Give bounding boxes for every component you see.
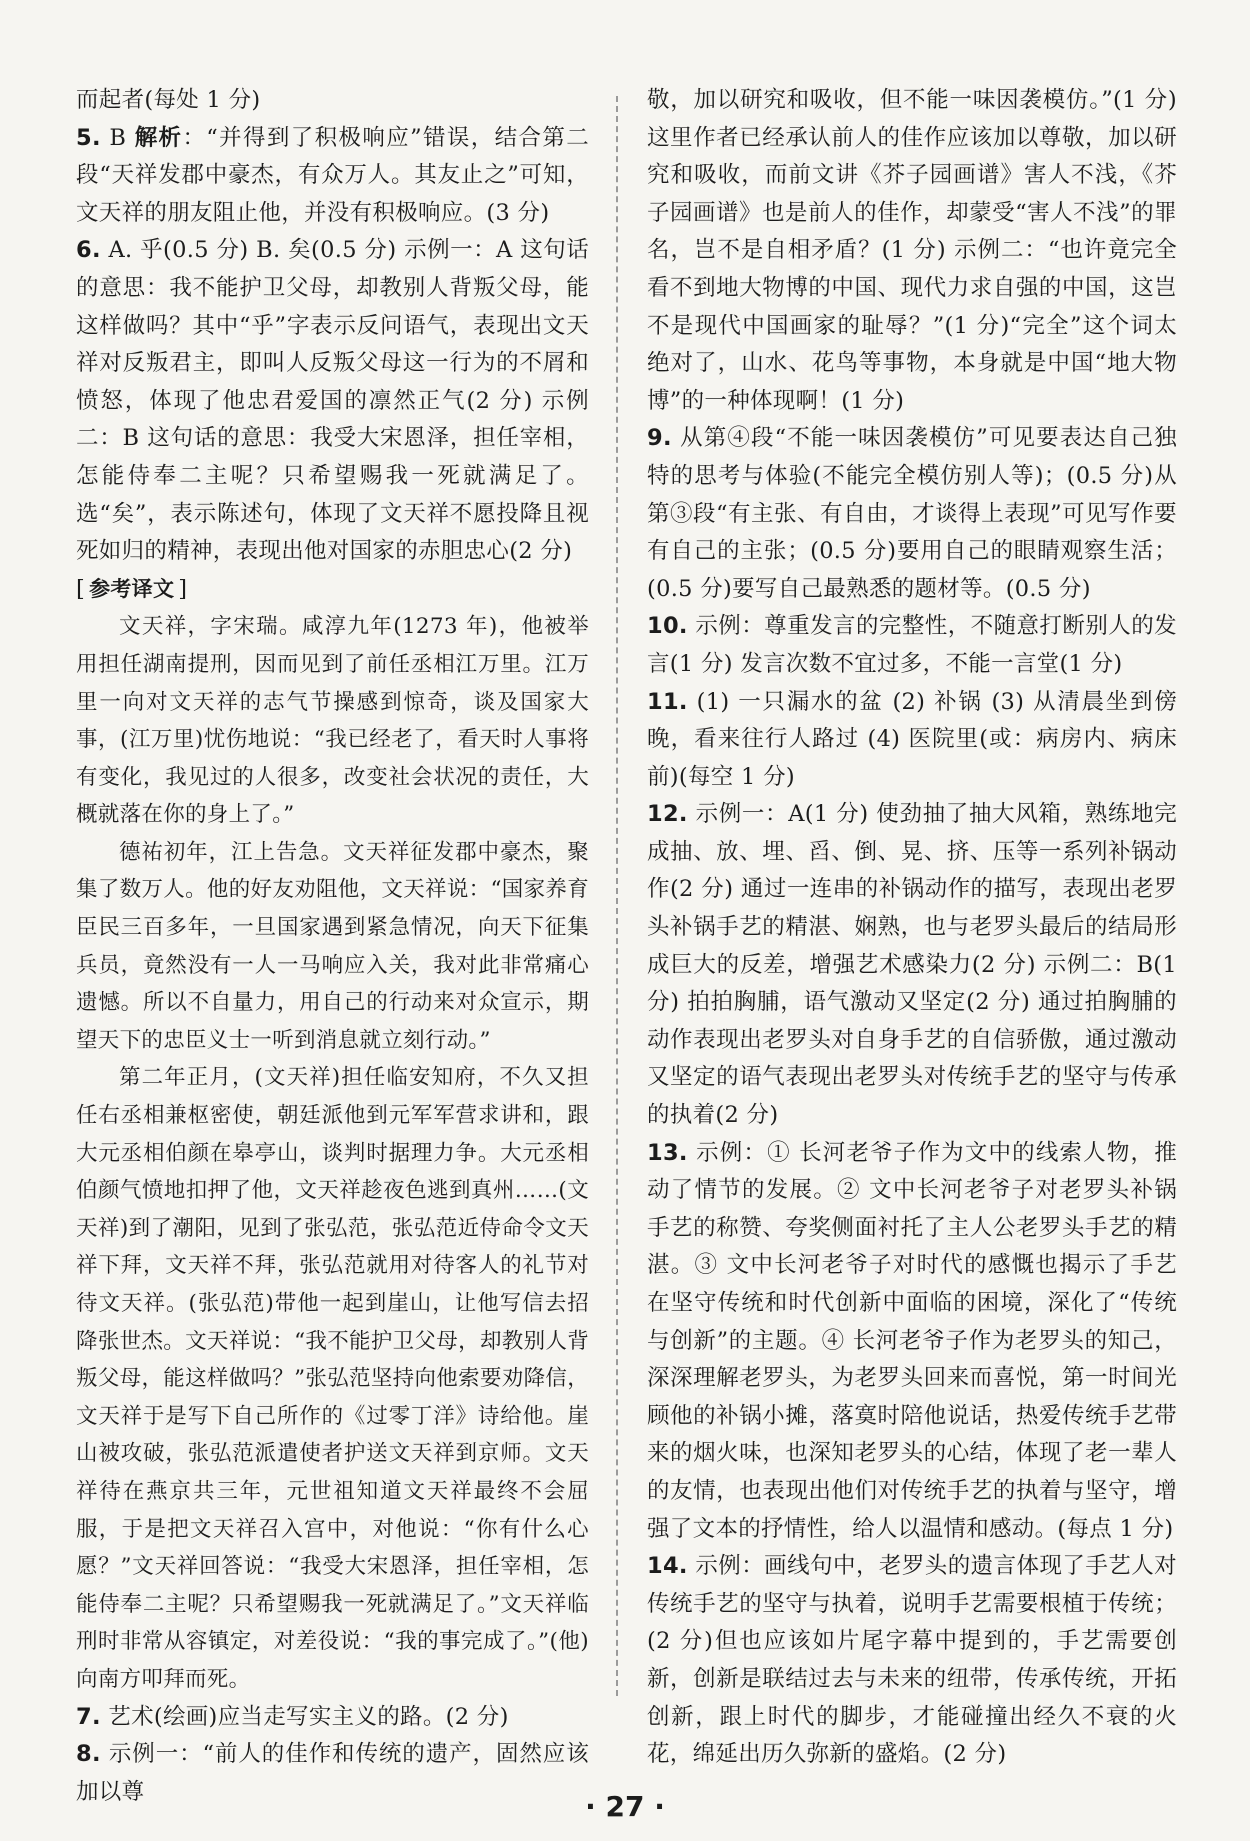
answer-text: (1) 一只漏水的盆 (2) 补锅 (3) 从清晨坐到傍晚，看来往行人路过 (4) 医院里(或：病房内、病床前)(每空 1 分) — [647, 688, 1177, 790]
analysis-label: 解析 — [134, 124, 183, 151]
answer-9 — [647, 420, 1177, 608]
answer-text: 示例：画线句中，老罗头的遗言体现了手艺人对传统手艺的坚守与执着，说明手艺需要根植于传统；(2 分)但也应该如片尾字幕中提到的，手艺需要创新，创新是联结过去与未来的纽带，传承传统，开拓创新，跟上时代的脚步，才能碰撞出经久不衰的火花，绵延出历久弥新的盛焰。(2 分) — [647, 1553, 1177, 1768]
answer-text: 示例：① 长河老爷子作为文中的线索人物，推动了情节的发展。② 文中长河老爷子对老罗头补锅手艺的称赞、夸奖侧面衬托了主人公老罗头手艺的精湛。③ 文中长河老爷子对时代的感慨也揭示了手艺在坚守传统和时代创新中面临的困境，深化了“传统与创新”的主题。④ 长河老爷子作为老罗头的知己，深深理解老罗头，为老罗头回来而喜悦，第一时间光顾他的补锅小摊，落寞时陪他说话，热爱传统手艺带来的烟火味，也深知老罗头的心结，体现了老一辈人的友情，也表现出他们对传统手艺的执着与坚守，增强了文本的抒情性，给人以温情和感动。(每点 1 分) — [647, 1139, 1177, 1542]
answer-7 — [76, 1699, 589, 1737]
answer-text: ：“并得到了积极响应”错误，结合第二段“天祥发郡中豪杰，有众万人。其友止之”可知，文天祥的朋友阻止他，并没有积极响应。(3 分) — [76, 124, 589, 226]
question-number: 8. — [76, 1741, 101, 1768]
translation-paragraph: 第二年正月，(文天祥)担任临安知府，不久又担任右丞相兼枢密使，朝廷派他到元军军营求讲和，跟大元丞相伯颜在皋亭山，谈判时据理力争。大元丞相伯颜气愤地扣押了他，文天祥趁夜色逃到真州……(文天祥)到了潮阳，见到了张弘范，张弘范近侍命令文天祥下拜，文天祥不拜，张弘范就用对待客人的礼节对待文天祥。(张弘范)带他一起到崖山，让他写信去招降张世杰。文天祥说：“我不能护卫父母，却教别人背叛父母，能这样做吗？”张弘范坚持向他索要劝降信，文天祥于是写下自己所作的《过零丁洋》诗给他。崖山被攻破，张弘范派遣使者护送文天祥到京师。文天祥待在燕京共三年，元世祖知道文天祥最终不会屈服，于是把文天祥召入宫中，对他说：“你有什么心愿？”文天祥回答说：“我受大宋恩泽，担任宰相，怎能侍奉二主呢？只希望赐我一死就满足了。”文天祥临刑时非常从容镇定，对差役说：“我的事完成了。”(他)向南方叩拜而死。 — [76, 1065, 589, 1692]
answer-text: A. 乎(0.5 分) B. 矣(0.5 分) 示例一：A 这句话的意思：我不能护卫父母，却教别人背叛父母，能这样做吗？其中“乎”字表示反问语气，表现出文天祥对反叛君主，即叫人反叛父母这一行为的不屑和愤怒，体现了他忠君爱国的凛然正气(2 分) 示例二：B 这句话的意思：我受大宋恩泽，担任宰相，怎能侍奉二主呢？只希望赐我一死就满足了。选“矣”，表示陈述句，体现了文天祥不愿投降且视死如归的精神，表现出他对国家的赤胆忠心(2 分) — [76, 237, 589, 565]
question-number: 13. — [647, 1139, 688, 1166]
translation-paragraph: 文天祥，字宋瑞。咸淳九年(1273 年)，他被举用担任湖南提刑，因而见到了前任丞相江万里。江万里一向对文天祥的志气节操感到惊奇，谈及国家大事，(江万里)忧伤地说：“我已经老了，看天时人事将有变化，我见过的人很多，改变社会状况的责任，大概就落在你的身上了。” — [76, 614, 589, 828]
answer-text: 示例一：“前人的佳作和传统的遗产，固然应该加以尊 — [76, 1741, 589, 1805]
answer-text: 从第④段“不能一味因袭模仿”可见要表达自己独特的思考与体验(不能完全模仿别人等)；(0.5 分)从第③段“有主张、有自由，才谈得上表现”可见写作要有自己的主张；(0.5 分)要用自己的眼睛观察生活；(0.5 分)要写自己最熟悉的题材等。(0.5 分) — [647, 425, 1177, 602]
answer-5 — [76, 120, 589, 233]
question-number: 12. — [647, 801, 688, 828]
answer-11 — [647, 684, 1177, 797]
left-column — [76, 82, 589, 1811]
question-number: 7. — [76, 1703, 101, 1730]
translation-paragraph: 德祐初年，江上告急。文天祥征发郡中豪杰，聚集了数万人。他的好友劝阻他，文天祥说：“国家养育臣民三百多年，一旦国家遇到紧急情况，向天下征集兵员，竟然没有一人一马响应入关，我对此非常痛心遗憾。所以不自量力，用自己的行动来对众宣示，期望天下的忠臣义士一听到消息就立刻行动。” — [76, 839, 589, 1053]
question-number: 5. — [76, 124, 101, 151]
answer-6 — [76, 232, 589, 570]
answer-text: 示例：尊重发言的完整性，不随意打断别人的发言(1 分) 发言次数不宜过多，不能一言堂(1 分) — [647, 613, 1177, 677]
answer-13 — [647, 1135, 1177, 1549]
right-column — [647, 82, 1177, 1774]
question-number: 6. — [76, 237, 101, 264]
answer-continuation: 而起者(每处 1 分) — [76, 87, 261, 113]
question-number: 10. — [647, 613, 688, 640]
question-number: 11. — [647, 688, 688, 715]
answer-text: 艺术(绘画)应当走写实主义的路。(2 分) — [100, 1703, 509, 1730]
answer-14 — [647, 1548, 1177, 1774]
answer-8-continuation: 敬，加以研究和吸收，但不能一味因袭模仿。”(1 分)这里作者已经承认前人的佳作应该加以尊敬，加以研究和吸收，而前文讲《芥子园画谱》害人不浅，《芥子园画谱》也是前人的佳作，却蒙受“害人不浅”的罪名，岂不是自相矛盾？(1 分) 示例二：“也许竟完全看不到地大物博的中国、现代力求自强的中国，这岂不是现代中国画家的耻辱？”(1 分)“完全”这个词太绝对了，山水、花鸟等事物，本身就是中国“地大物博”的一种体现啊！(1 分) — [647, 87, 1177, 414]
reference-translation-heading: [ 参考译文 ] — [76, 575, 188, 602]
question-number: 9. — [647, 425, 672, 452]
answer-12 — [647, 796, 1177, 1134]
answer-text: 示例一：A(1 分) 使劲抽了抽大风箱，熟练地完成抽、放、埋、舀、倒、晃、挤、压等一系列补锅动作(2 分) 通过一连串的补锅动作的描写，表现出老罗头补锅手艺的精湛、娴熟，也与老罗头最后的结局形成巨大的反差，增强艺术感染力(2 分) 示例二：B(1 分) 拍拍胸脯，语气激动又坚定(2 分) 通过拍胸脯的动作表现出老罗头对自身手艺的自信骄傲，通过激动又坚定的语气表现出老罗头对传统手艺的坚守与传承的执着(2 分) — [647, 801, 1177, 1129]
column-divider — [616, 96, 618, 1696]
page-number: · 27 · — [585, 1790, 665, 1823]
question-number: 14. — [647, 1553, 688, 1580]
answer-choice: B — [100, 124, 135, 151]
answer-10 — [647, 608, 1177, 683]
